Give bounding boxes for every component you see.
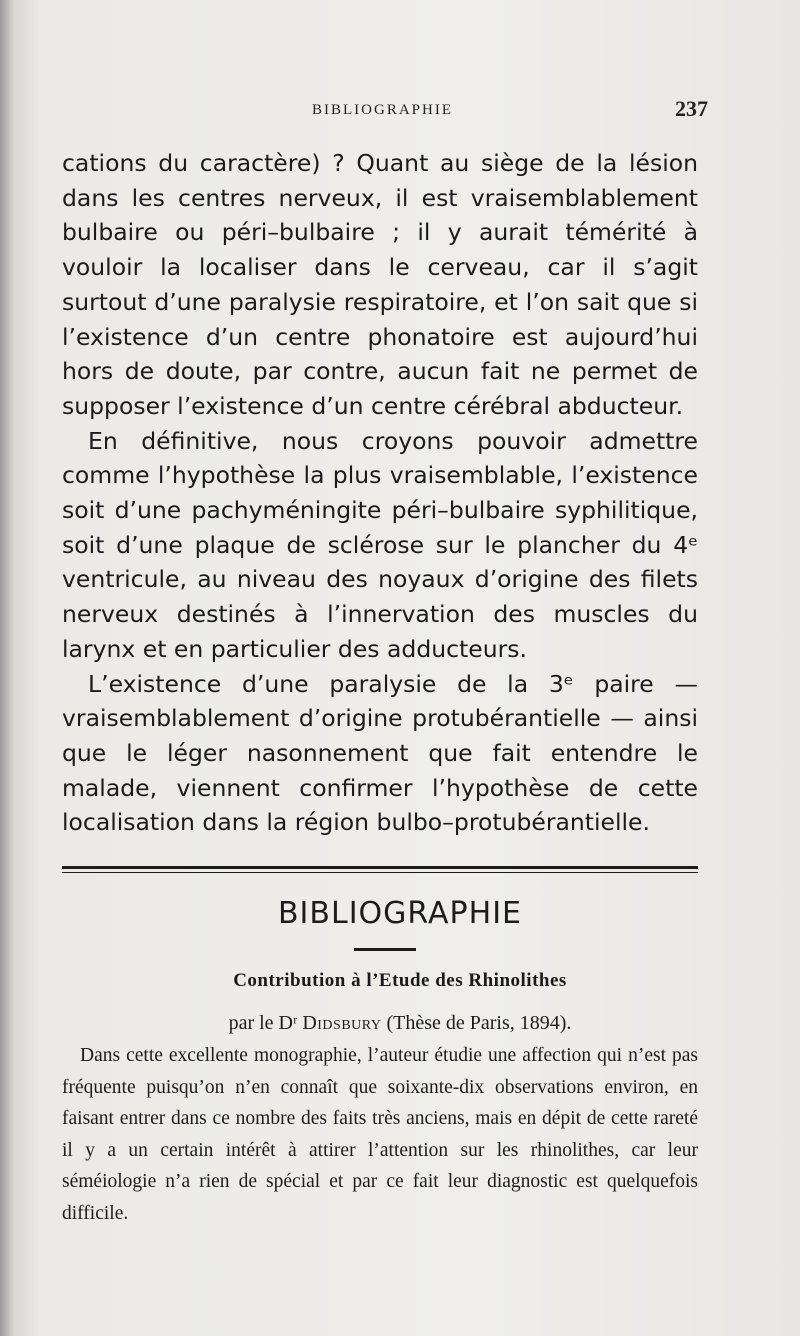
article-title: Contribution à l’Etude des Rhinolithes [233,970,567,991]
byline-source: (Thèse de Paris, 1894). [386,1012,572,1034]
divider-thick-rule [62,866,698,869]
running-title: BIBLIOGRAPHIE [312,102,453,118]
title-underline [354,948,416,951]
byline-prefix: par le Dʳ [228,1012,298,1034]
section-divider [62,866,698,873]
article-byline [0,1012,800,1035]
body-paragraph: L’existence d’une paralysie de la 3ᵉ paire — vraisemblablement d’origine protubérantielle — ainsi que le léger nasonnement que fait entendre le malade, viennent confirmer l’hypothèse de cette localisation dans la région bulbo–protubérantielle. [62,669,698,837]
page-number: 237 [675,96,708,121]
body-text [62,146,698,840]
page-header [62,96,708,130]
review-paragraph: Dans cette excellente monographie, l’auteur étudie une affection qui n’est pas fréquente puisqu’on n’en connaît que soixante-dix observations environ, en faisant entrer dans ce nombre des faits très anciens, mais en dépit de cette rareté il y a un certain intérêt à attirer l’attention sur les rhinolithes, car leur séméiologie n’a rien de spécial et par ce fait leur diagnostic est quelquefois difficile. [62,1045,698,1224]
divider-thin-rule [62,872,698,873]
body-paragraph: cations du caractère) ? Quant au siège de la lésion dans les centres nerveux, il est vraisemblablement bulbaire ou péri–bulbaire ; il y aurait témérité à vouloir la localiser dans le cerveau, car il s’agit surtout d’une paralysie respiratoire, et l’on sait que si l’existence d’un centre phonatoire est aujourd’hui hors de doute, par contre, aucun fait ne permet de supposer l’existence d’un centre cérébral abducteur. [62,149,698,420]
body-paragraph: En définitive, nous croyons pouvoir admettre comme l’hypothèse la plus vraisemblable, l’existence soit d’une pachyméningite péri–bulbaire syphilitique, soit d’une plaque de sclérose sur le plancher du 4ᵉ ventricule, au niveau des noyaux d’origine des filets nerveux destinés à l’innervation des muscles du larynx et en particulier des adducteurs. [62,426,698,663]
section-title: BIBLIOGRAPHIE [277,896,523,931]
author-name: Didsbury [302,1012,382,1034]
